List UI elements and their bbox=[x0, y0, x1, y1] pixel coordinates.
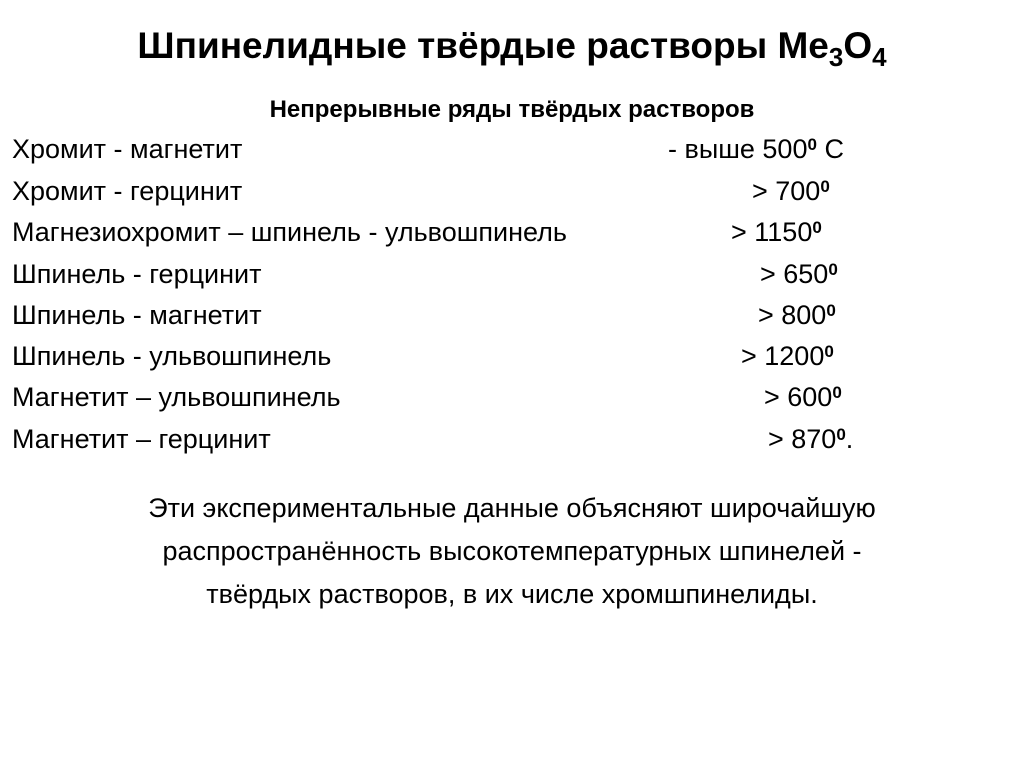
series-name: Магнетит – ульвошпинель bbox=[12, 382, 341, 412]
conclusion-paragraph bbox=[40, 487, 984, 616]
section-subtitle: Непрерывные ряды твёрдых растворов bbox=[269, 96, 755, 123]
conclusion-line: распространённость высокотемпературных шпинелей - bbox=[162, 536, 862, 566]
series-row bbox=[12, 253, 1012, 295]
series-temperature: > $1150^0$ bbox=[731, 217, 822, 247]
series-row bbox=[12, 418, 1012, 460]
series-row bbox=[12, 335, 1012, 377]
series-name: Шпинель - герцинит bbox=[12, 259, 262, 289]
series-name: Хромит - герцинит bbox=[12, 176, 243, 206]
title-subscript-4: 4 bbox=[872, 42, 887, 72]
series-row bbox=[12, 170, 1012, 212]
series-name: Магнетит – герцинит bbox=[12, 424, 271, 454]
series-temperature: - выше $500^0$ С bbox=[668, 134, 844, 164]
series-temperature: > $1200^0$ bbox=[741, 341, 834, 371]
series-temperature: > $650^0$ bbox=[760, 259, 838, 289]
series-name: Шпинель - ульвошпинель bbox=[12, 341, 332, 371]
series-row bbox=[12, 294, 1012, 336]
series-name: Магнезиохромит – шпинель - ульвошпинель bbox=[12, 217, 567, 247]
series-name: Шпинель - магнетит bbox=[12, 300, 262, 330]
series-row bbox=[12, 211, 1012, 253]
slide-title bbox=[0, 16, 1024, 76]
title-subscript-3: 3 bbox=[828, 42, 844, 72]
series-row bbox=[12, 128, 1012, 170]
series-row bbox=[12, 376, 1012, 418]
series-temperature: > $700^0$ bbox=[752, 176, 830, 206]
series-temperature: > $600^0$ bbox=[764, 382, 842, 412]
series-temperature: > $800^0$ bbox=[758, 300, 836, 330]
title-main: Шпинелидные твёрдые растворы Ме bbox=[137, 25, 829, 66]
series-temperature: > $870^0$. bbox=[768, 424, 854, 454]
series-name: Хромит - магнетит bbox=[12, 134, 243, 164]
title-oxygen: О bbox=[843, 25, 873, 66]
conclusion-line: твёрдых растворов, в их числе хромшпинелиды. bbox=[206, 579, 818, 609]
conclusion-line: Эти экспериментальные данные объясняют широчайшую bbox=[148, 493, 876, 523]
